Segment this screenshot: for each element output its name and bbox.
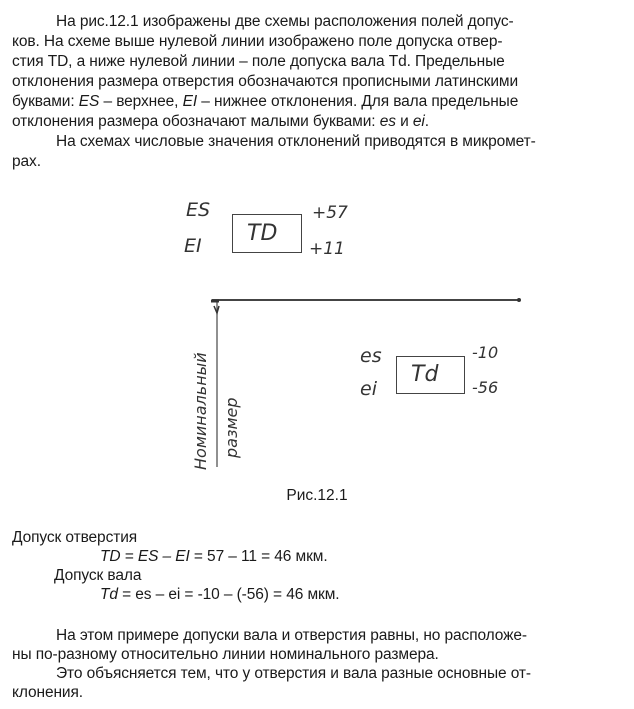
es-lower-term: es [379,113,396,130]
text: и [395,113,413,130]
hole-tolerance-field [232,214,302,253]
paragraph-1-line-2: ков. На схеме выше нулевой линии изображено поле допуска отвер- [12,33,503,50]
shaft-tolerance-heading: Допуск вала [54,567,142,584]
hole-upper-value: +57 [312,203,348,223]
hole-lower-deviation-label: EI [184,235,202,257]
zero-line-end-dot [517,298,521,302]
axis-label-line-2: размер [222,397,241,458]
shaft-upper-deviation-label: es [360,345,382,367]
paragraph-2-line-1: На схемах числовые значения отклонений приводятся в микромет- [56,133,536,150]
paragraph-1-line-4: отклонения размера отверстия обозначаются прописными латинскими [12,73,519,90]
shaft-field-label: Td [411,362,439,387]
shaft-tolerance-field [396,356,465,394]
paragraph-2-line-2: рах. [12,153,41,170]
paragraph-3-line-2: ны по-разному относительно линии номинального размера. [12,646,439,663]
formula-rest: = 57 – 11 = 46 мкм. [189,548,328,565]
text: – нижнее отклонения. Для вала предельные [197,93,519,110]
figure-caption: Рис.12.1 [286,487,348,504]
shaft-tolerance-formula [100,585,339,604]
formula-italic: Td [100,586,118,603]
text: . [424,113,429,130]
hole-tolerance-formula [100,547,328,566]
text: – верхнее, [99,93,183,110]
es-upper-term: ES [78,93,100,110]
axis-label-line-1: Номинальный [191,352,210,470]
formula-rest: = es – ei = -10 – (-56) = 46 мкм. [117,586,340,603]
shaft-lower-value: -56 [472,378,499,397]
paragraph-3-line-1: На этом примере допуски вала и отверстия равны, но расположе- [56,627,527,644]
shaft-upper-value: -10 [472,343,499,362]
hole-field-label: TD [247,221,278,246]
hole-upper-deviation-label: ES [186,199,211,221]
formula-italic: TD = ES – EI [100,548,190,565]
ei-lower-term: ei [412,113,425,130]
ei-upper-term: EI [182,93,198,110]
paragraph-4-line-2: клонения. [12,684,83,701]
hole-tolerance-heading: Допуск отверстия [12,529,138,546]
paragraph-1-line-1: На рис.12.1 изображены две схемы расположения полей допус- [56,13,514,30]
hole-lower-value: +11 [309,239,345,259]
paragraph-4-line-1: Это объясняется тем, что у отверстия и вала разные основные от- [56,665,531,682]
text: отклонения размера обозначают малыми буквами: [12,113,380,130]
text: буквами: [12,93,79,110]
paragraph-1-line-3: стия TD, а ниже нулевой линии – поле допуска вала Td. Предельные [12,53,505,70]
shaft-lower-deviation-label: ei [360,378,377,400]
